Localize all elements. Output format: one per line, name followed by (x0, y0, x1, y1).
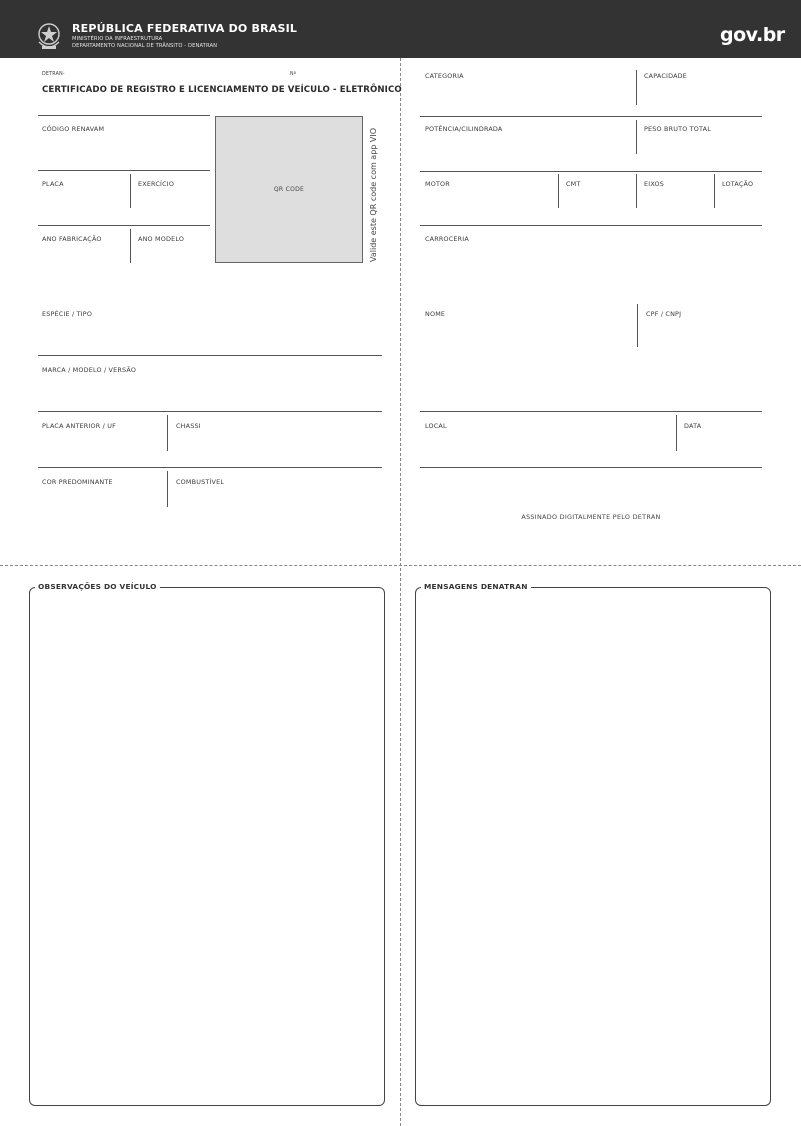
document-title: CERTIFICADO DE REGISTRO E LICENCIAMENTO DE VEÍCULO - ELETRÔNICO (42, 85, 402, 95)
field-separator (636, 174, 637, 208)
field-divider (420, 411, 762, 412)
field-label-carroceria: CARROCERIA (425, 235, 469, 243)
qr-code-box (215, 116, 363, 263)
qr-code-label: QR CODE (273, 186, 305, 193)
field-separator (636, 120, 637, 154)
field-label-nome: NOME (425, 310, 446, 318)
field-separator (637, 304, 638, 347)
field-label-capacidade: CAPACIDADE (644, 72, 688, 80)
govbr-logo: gov.br (720, 24, 785, 46)
field-label-data: DATA (684, 422, 702, 430)
field-label-exercicio: EXERCÍCIO (138, 180, 175, 188)
field-separator (676, 415, 677, 451)
field-divider (420, 467, 762, 468)
field-divider (38, 411, 382, 412)
field-divider (38, 170, 210, 171)
horizontal-fold-line (0, 565, 801, 566)
observacoes-panel-title: OBSERVAÇÕES DO VEÍCULO (35, 582, 160, 591)
field-separator (714, 174, 715, 208)
detran-label: DETRAN- (42, 72, 65, 77)
field-divider (38, 225, 210, 226)
field-label-ano-modelo: ANO MODELO (138, 235, 185, 243)
field-label-lotacao: LOTAÇÃO (722, 180, 754, 188)
observacoes-panel (29, 587, 385, 1106)
field-divider (38, 115, 210, 116)
field-label-ano-fabricacao: ANO FABRICAÇÃO (42, 235, 102, 243)
field-divider (38, 467, 382, 468)
field-separator (130, 229, 131, 263)
mensagens-panel-title: MENSAGENS DENATRAN (421, 582, 531, 591)
qr-validation-text: Valide este QR code com app VIO (369, 127, 378, 262)
field-label-potencia-cilindrada: POTÊNCIA/CILINDRADA (425, 125, 503, 133)
vertical-fold-line (400, 58, 401, 1126)
field-separator (167, 471, 168, 507)
field-label-cpf-cnpj: CPF / CNPJ (646, 310, 682, 318)
field-label-placa: PLACA (42, 180, 64, 188)
digital-signature-note: ASSINADO DIGITALMENTE PELO DETRAN (521, 513, 661, 521)
field-label-codigo-renavam: CÓDIGO RENAVAM (42, 125, 105, 133)
field-divider (420, 116, 762, 117)
number-label: Nº (290, 72, 297, 77)
field-label-placa-anterior-uf: PLACA ANTERIOR / UF (42, 422, 116, 430)
gov-header (0, 0, 801, 58)
field-separator (167, 415, 168, 451)
field-separator (130, 174, 131, 208)
field-label-local: LOCAL (425, 422, 447, 430)
field-separator (558, 174, 559, 208)
header-title: REPÚBLICA FEDERATIVA DO BRASIL (72, 22, 298, 35)
field-label-eixos: EIXOS (644, 180, 664, 188)
field-divider (420, 171, 762, 172)
field-label-categoria: CATEGORIA (425, 72, 464, 80)
field-label-cmt: CMT (566, 180, 581, 188)
field-separator (636, 70, 637, 105)
coat-of-arms-icon (36, 22, 62, 52)
header-subtitle-ministry: MINISTÉRIO DA INFRAESTRUTURA (72, 36, 163, 42)
field-label-especie-tipo: ESPÉCIE / TIPO (42, 310, 93, 318)
field-divider (420, 225, 762, 226)
mensagens-panel (415, 587, 771, 1106)
field-label-cor-predominante: COR PREDOMINANTE (42, 478, 113, 486)
field-label-peso-bruto-total: PESO BRUTO TOTAL (644, 125, 711, 133)
header-subtitle-department: DEPARTAMENTO NACIONAL DE TRÂNSITO - DENATRAN (72, 43, 218, 49)
field-label-chassi: CHASSI (176, 422, 201, 430)
field-label-motor: MOTOR (425, 180, 450, 188)
field-label-combustivel: COMBUSTÍVEL (176, 478, 225, 486)
field-label-marca-modelo-versao: MARCA / MODELO / VERSÃO (42, 366, 137, 374)
field-divider (38, 355, 382, 356)
